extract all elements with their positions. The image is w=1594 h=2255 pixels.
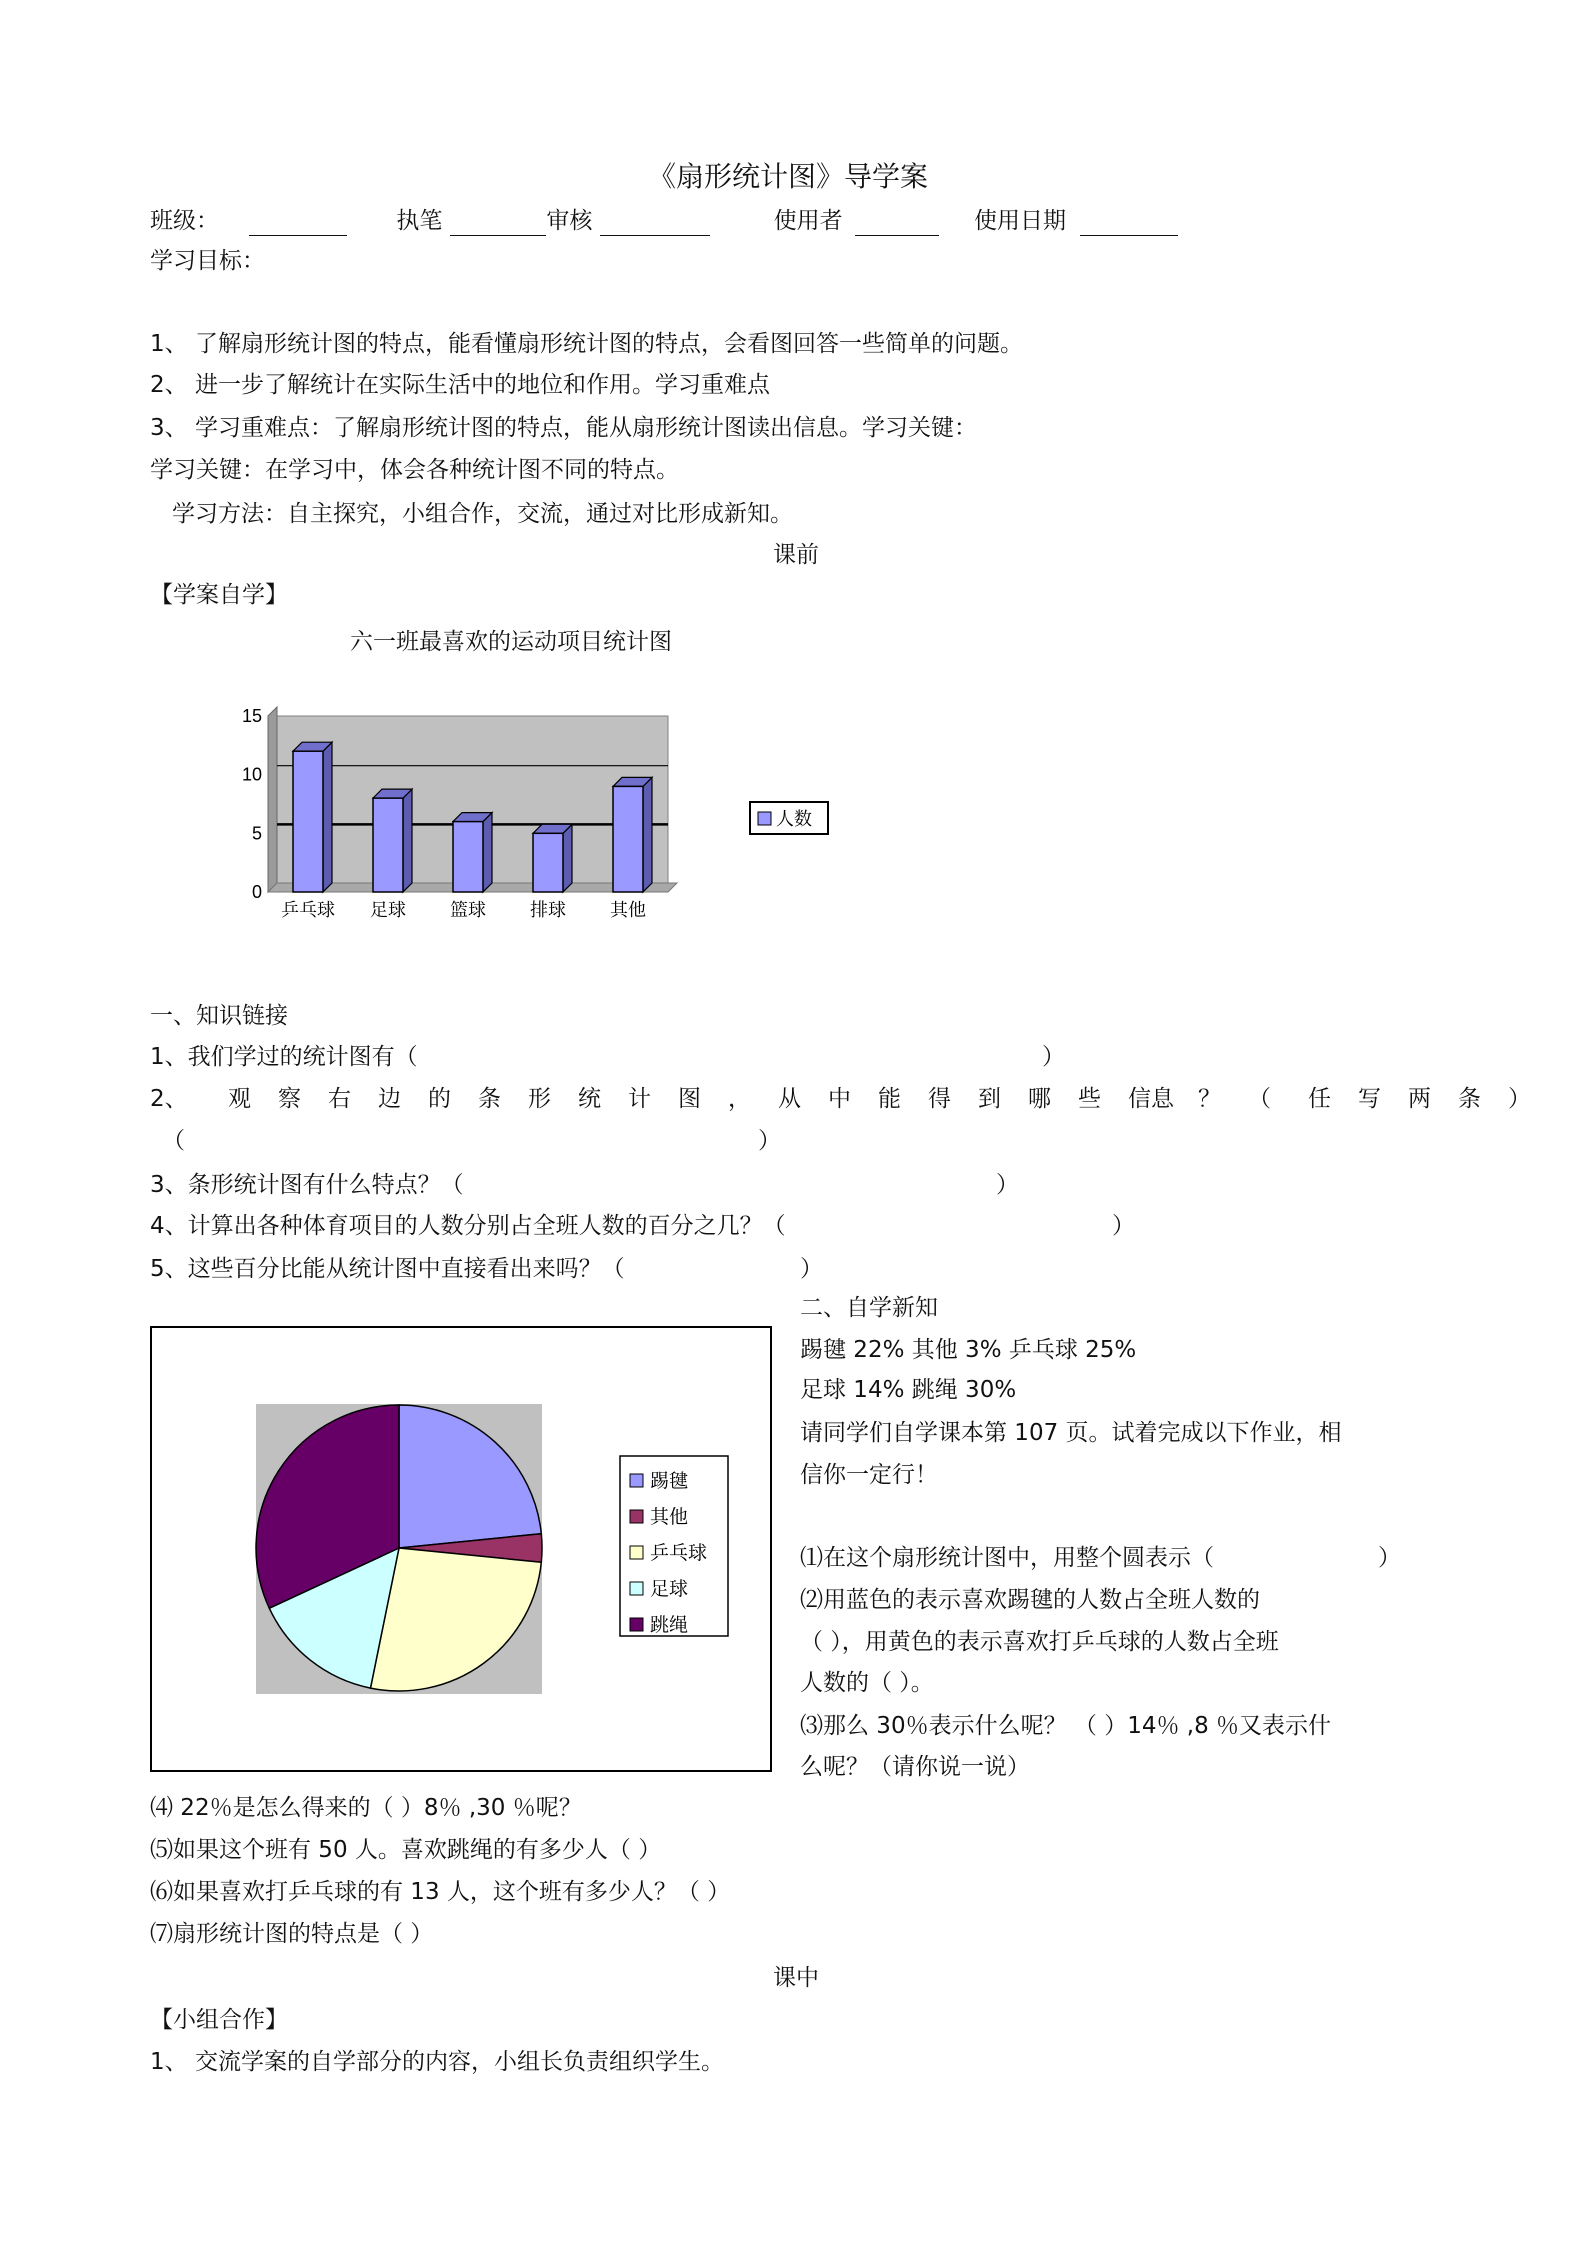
pie-legend-label: 足球 xyxy=(650,1578,689,1600)
bar xyxy=(453,822,483,892)
goal-item: 1、 了解扇形统计图的特点，能看懂扇形统计图的特点，会看图回答一些简单的问题。 xyxy=(150,331,1023,357)
x-tick-label: 乒乓球 xyxy=(281,900,335,921)
part2-q1: ⑴在这个扇形统计图中，用整个圆表示（ xyxy=(800,1545,1214,1571)
goals-heading: 学习目标： xyxy=(150,248,265,274)
part1-q3: 3、条形统计图有什么特点？（ xyxy=(150,1172,464,1198)
bar-side xyxy=(563,824,572,892)
q2-char: 2、 xyxy=(150,1086,188,1112)
user-blank[interactable] xyxy=(855,211,939,236)
q2-char: ， xyxy=(728,1086,751,1112)
x-tick-label: 篮球 xyxy=(450,900,486,921)
group-item: 1、 交流学案的自学部分的内容，小组长负责组织学生。 xyxy=(150,2049,724,2075)
q2-char: 写 xyxy=(1358,1086,1381,1112)
part2-q1-close: ） xyxy=(1378,1545,1401,1571)
bar xyxy=(293,751,323,892)
q2-char: 两 xyxy=(1408,1086,1431,1112)
pie-legend-swatch xyxy=(630,1618,643,1631)
part2-q4: ⑷ 22％是怎么得来的（ ）8％ ,30 ％呢？ xyxy=(150,1795,582,1821)
part2-q3b: 么呢？（请你说一说） xyxy=(800,1754,1030,1780)
goal-method: 学习方法：自主探究，小组合作，交流，通过对比形成新知。 xyxy=(172,501,793,527)
q2-char: 统 xyxy=(578,1086,601,1112)
header-row xyxy=(150,206,1178,236)
y-tick-label: 0 xyxy=(251,882,262,902)
q2-char: 些 xyxy=(1078,1086,1101,1112)
q2-char: 信息 xyxy=(1128,1086,1174,1112)
q2-char: 任 xyxy=(1308,1086,1331,1112)
pie-legend-label: 跳绳 xyxy=(650,1614,689,1636)
bar-side xyxy=(483,813,492,892)
part1-heading: 一、知识链接 xyxy=(150,1003,288,1029)
pie-legend-label: 其他 xyxy=(650,1506,689,1528)
class-label: 班级： xyxy=(150,208,219,234)
pie-legend-swatch xyxy=(630,1474,643,1487)
part2-heading: 二、自学新知 xyxy=(800,1295,938,1321)
bar xyxy=(533,833,563,892)
x-tick-label: 足球 xyxy=(370,900,406,921)
review-label: 审核 xyxy=(546,208,593,234)
bar-side xyxy=(323,742,332,892)
q2-char: 观 xyxy=(228,1086,251,1112)
bar-chart-title: 六一班最喜欢的运动项目统计图 xyxy=(350,629,672,655)
part1-q5: 5、这些百分比能从统计图中直接看出来吗？（ xyxy=(150,1256,625,1282)
part1-q2-close: ） xyxy=(758,1128,781,1154)
bar xyxy=(373,798,403,892)
part2-text1: 请同学们自学课本第 107 页。试着完成以下作业，相 xyxy=(800,1420,1342,1446)
review-blank[interactable] xyxy=(600,211,710,236)
q2-char: 能 xyxy=(878,1086,901,1112)
bar-side xyxy=(643,777,652,892)
q2-char: 中 xyxy=(828,1086,851,1112)
date-label: 使用日期 xyxy=(973,208,1066,234)
bar-chart xyxy=(230,700,850,940)
part1-q1-close: ） xyxy=(1042,1044,1065,1070)
part2-q3a: ⑶那么 30％表示什么呢？ （ ）14％ ,8 ％又表示什 xyxy=(800,1713,1332,1739)
part2-q2b: （ ），用黄色的表示喜欢打乒乓球的人数占全班 xyxy=(800,1629,1279,1655)
pie-chart xyxy=(150,1326,772,1772)
bar xyxy=(613,786,643,892)
q2-char: 条 xyxy=(1458,1086,1481,1112)
pie-legend-label: 乒乓球 xyxy=(650,1542,708,1564)
part2-q2c: 人数的（ ）。 xyxy=(800,1670,934,1696)
y-tick-label: 5 xyxy=(251,823,262,844)
part1-q2-open: （ xyxy=(162,1128,185,1154)
side-wall xyxy=(268,707,277,892)
pie-legend-swatch xyxy=(630,1582,643,1595)
part2-q6: ⑹如果喜欢打乒乓球的有 13 人，这个班有多少人？（ ） xyxy=(150,1879,731,1905)
q2-char: 形 xyxy=(528,1086,551,1112)
q2-char: ） xyxy=(1508,1086,1531,1112)
y-tick-label: 15 xyxy=(241,706,262,726)
part2-data-line2: 足球 14% 跳绳 30% xyxy=(800,1377,1017,1403)
q2-char: 察 xyxy=(278,1086,301,1112)
pie-legend-swatch xyxy=(630,1510,643,1523)
author-blank[interactable] xyxy=(450,211,546,236)
q2-char: 的 xyxy=(428,1086,451,1112)
part2-q2a: ⑵用蓝色的表示喜欢踢毽的人数占全班人数的 xyxy=(800,1587,1260,1613)
q2-char: 边 xyxy=(378,1086,401,1112)
q2-char: （ xyxy=(1248,1086,1271,1112)
page-title: 《扇形统计图》导学案 xyxy=(648,160,929,193)
q2-char: 从 xyxy=(778,1086,801,1112)
part2-data-line1: 踢毽 22% 其他 3% 乒乓球 25% xyxy=(800,1337,1137,1363)
goal-item: 2、 进一步了解统计在实际生活中的地位和作用。学习重难点 xyxy=(150,372,770,398)
pie-legend-label: 踢毽 xyxy=(650,1470,689,1492)
bar-side xyxy=(403,789,412,892)
author-label: 执笔 xyxy=(396,208,443,234)
section-in-class: 课中 xyxy=(773,1965,819,1991)
q2-char: 哪 xyxy=(1028,1086,1051,1112)
pie-legend-swatch xyxy=(630,1546,643,1559)
self-study-heading: 【学案自学】 xyxy=(150,582,288,608)
q2-char: 到 xyxy=(978,1086,1001,1112)
group-heading: 【小组合作】 xyxy=(150,2007,288,2033)
x-tick-label: 排球 xyxy=(530,900,566,921)
part1-q2 xyxy=(150,1084,1531,1114)
y-tick-label: 10 xyxy=(241,764,262,785)
legend-label: 人数 xyxy=(776,809,812,830)
q2-char: 计 xyxy=(628,1086,651,1112)
goal-item: 3、 学习重难点：了解扇形统计图的特点，能从扇形统计图读出信息。学习关键： xyxy=(150,415,977,441)
part1-q1: 1、我们学过的统计图有（ xyxy=(150,1044,418,1070)
q2-char: 右 xyxy=(328,1086,351,1112)
q2-char: 得 xyxy=(928,1086,951,1112)
x-tick-label: 其他 xyxy=(610,900,646,921)
section-before-class: 课前 xyxy=(773,542,819,568)
part1-q5-close: ） xyxy=(800,1256,823,1282)
date-blank[interactable] xyxy=(1080,211,1178,236)
user-label: 使用者 xyxy=(773,208,843,234)
q2-char: ？ xyxy=(1198,1086,1221,1112)
q2-char: 图 xyxy=(678,1086,701,1112)
legend-swatch xyxy=(758,812,771,825)
part1-q3-close: ） xyxy=(996,1172,1019,1198)
part2-q7: ⑺扇形统计图的特点是（ ） xyxy=(150,1921,434,1947)
part1-q4: 4、计算出各种体育项目的人数分别占全班人数的百分之几？（ xyxy=(150,1213,786,1239)
class-blank[interactable] xyxy=(249,211,347,236)
part2-text2: 信你一定行！ xyxy=(800,1462,938,1488)
goal-key: 学习关键：在学习中，体会各种统计图不同的特点。 xyxy=(150,457,679,483)
part1-q4-close: ） xyxy=(1112,1213,1135,1239)
q2-char: 条 xyxy=(478,1086,501,1112)
part2-q5: ⑸如果这个班有 50 人。喜欢跳绳的有多少人（ ） xyxy=(150,1837,662,1863)
